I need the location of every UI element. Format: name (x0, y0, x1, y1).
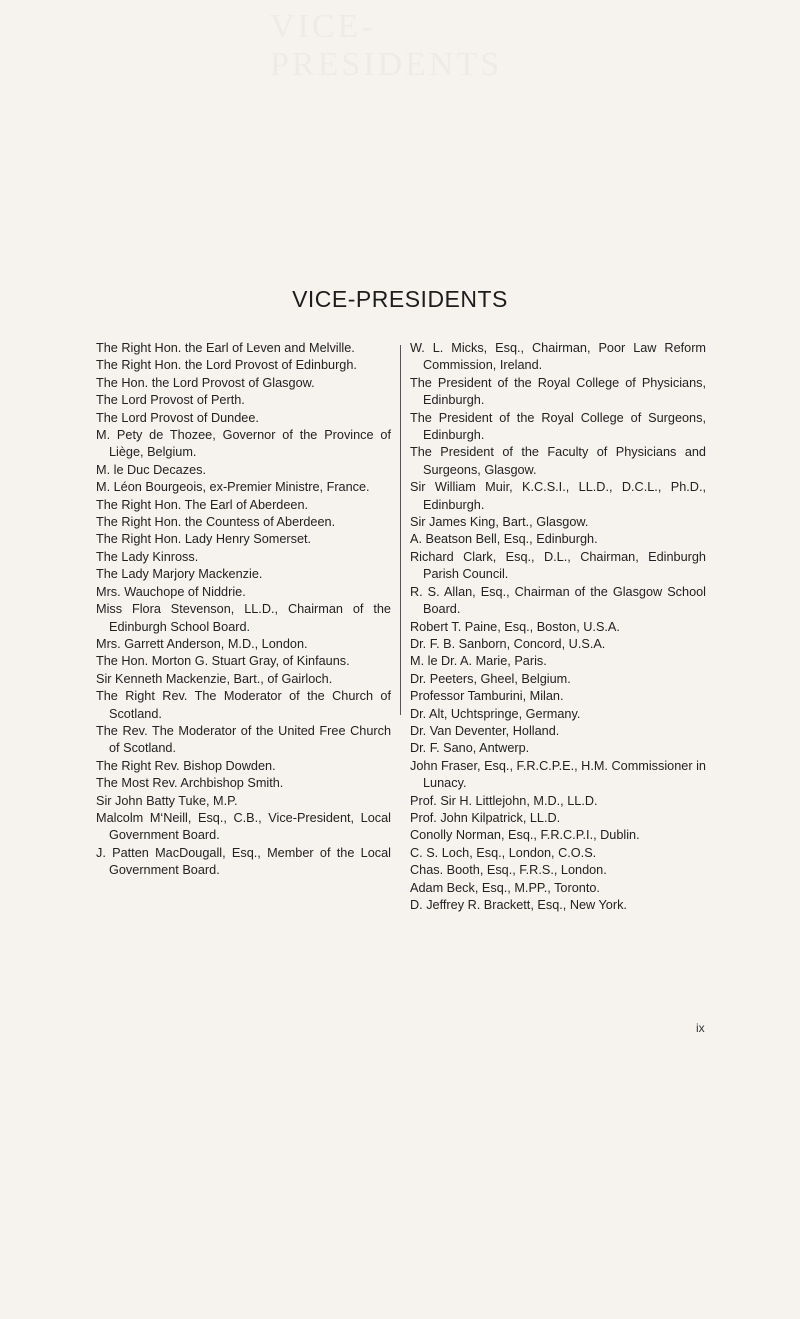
list-item: M. Léon Bourgeois, ex-Premier Ministre, France. (96, 480, 370, 495)
list-item: Dr. Peeters, Gheel, Belgium. (410, 671, 571, 686)
left-column (96, 340, 391, 880)
list-item: Miss Flora Stevenson, LL.D., Chairman of the Edinburgh School Board. (96, 602, 391, 634)
list-item: The Lady Kinross. (96, 549, 199, 564)
list-item: The Right Hon. the Earl of Leven and Melville. (96, 341, 355, 355)
list-item: The President of the Royal College of Physicians, Edinburgh. (410, 375, 706, 408)
list-item: Conolly Norman, Esq., F.R.C.P.I., Dublin. (410, 828, 640, 843)
page-number: ix (696, 1021, 705, 1035)
list-item: M. le Duc Decazes. (96, 462, 206, 477)
list-item: Malcolm M‘Neill, Esq., C.B., Vice-President, Local Government Board. (96, 810, 391, 843)
list-item: The President of the Royal College of Surgeons, Edinburgh. (410, 410, 706, 443)
right-column (410, 340, 706, 914)
list-item: Sir Kenneth Mackenzie, Bart., of Gairloch. (96, 671, 333, 686)
list-item: Chas. Booth, Esq., F.R.S., London. (410, 863, 607, 878)
list-item: The Lady Marjory Mackenzie. (96, 567, 263, 582)
list-item: M. Pety de Thozee, Governor of the Province of Liège, Belgium. (96, 428, 391, 460)
list-item: W. L. Micks, Esq., Chairman, Poor Law Reform Commission, Ireland. (410, 341, 706, 373)
list-item: Robert T. Paine, Esq., Boston, U.S.A. (410, 619, 620, 634)
list-item: C. S. Loch, Esq., London, C.O.S. (410, 845, 597, 860)
column-divider (400, 345, 401, 715)
list-item: The President of the Faculty of Physicians and Surgeons, Glasgow. (410, 445, 706, 477)
list-item: M. le Dr. A. Marie, Paris. (410, 654, 547, 669)
list-item: The Right Rev. Bishop Dowden. (96, 758, 276, 773)
bleed-through-heading: VICE-PRESIDENTS (270, 8, 503, 83)
list-item: The Hon. the Lord Provost of Glasgow. (96, 375, 315, 390)
list-item: John Fraser, Esq., F.R.C.P.E., H.M. Commissioner in Lunacy. (410, 758, 706, 791)
list-item: The Right Rev. The Moderator of the Church of Scotland. (96, 689, 391, 721)
list-item: The Lord Provost of Dundee. (96, 410, 259, 425)
list-item: The Right Hon. the Countess of Aberdeen. (96, 515, 336, 530)
list-item: A. Beatson Bell, Esq., Edinburgh. (410, 532, 598, 547)
list-item: The Lord Provost of Perth. (96, 393, 245, 408)
list-item: The Right Hon. the Lord Provost of Edinburgh. (96, 358, 357, 373)
list-item: Sir John Batty Tuke, M.P. (96, 793, 238, 808)
list-item: Sir James King, Bart., Glasgow. (410, 515, 589, 530)
list-item: The Rev. The Moderator of the United Free Church of Scotland. (96, 723, 391, 756)
list-item: Mrs. Garrett Anderson, M.D., London. (96, 636, 308, 651)
list-item: R. S. Allan, Esq., Chairman of the Glasgow School Board. (410, 584, 706, 617)
list-item: Mrs. Wauchope of Niddrie. (96, 584, 246, 599)
list-item: The Hon. Morton G. Stuart Gray, of Kinfauns. (96, 654, 350, 669)
list-item: Dr. Van Deventer, Holland. (410, 723, 560, 738)
list-item: D. Jeffrey R. Brackett, Esq., New York. (410, 898, 627, 912)
list-item: The Most Rev. Archbishop Smith. (96, 776, 284, 791)
list-item: J. Patten MacDougall, Esq., Member of the Local Government Board. (96, 845, 391, 878)
list-item: Adam Beck, Esq., M.PP., Toronto. (410, 880, 600, 895)
list-item: The Right Hon. The Earl of Aberdeen. (96, 497, 309, 512)
list-item: Prof. John Kilpatrick, LL.D. (410, 810, 561, 825)
list-item: Sir William Muir, K.C.S.I., LL.D., D.C.L., Ph.D., Edinburgh. (410, 480, 706, 512)
list-item: Professor Tamburini, Milan. (410, 689, 564, 704)
list-item: Prof. Sir H. Littlejohn, M.D., LL.D. (410, 793, 598, 808)
list-item: Richard Clark, Esq., D.L., Chairman, Edinburgh Parish Council. (410, 549, 706, 582)
list-item: Dr. Alt, Uchtspringe, Germany. (410, 706, 581, 721)
page-title: VICE-PRESIDENTS (292, 286, 508, 312)
list-item: Dr. F. Sano, Antwerp. (410, 741, 530, 756)
list-item: Dr. F. B. Sanborn, Concord, U.S.A. (410, 636, 606, 651)
list-item: The Right Hon. Lady Henry Somerset. (96, 532, 312, 547)
